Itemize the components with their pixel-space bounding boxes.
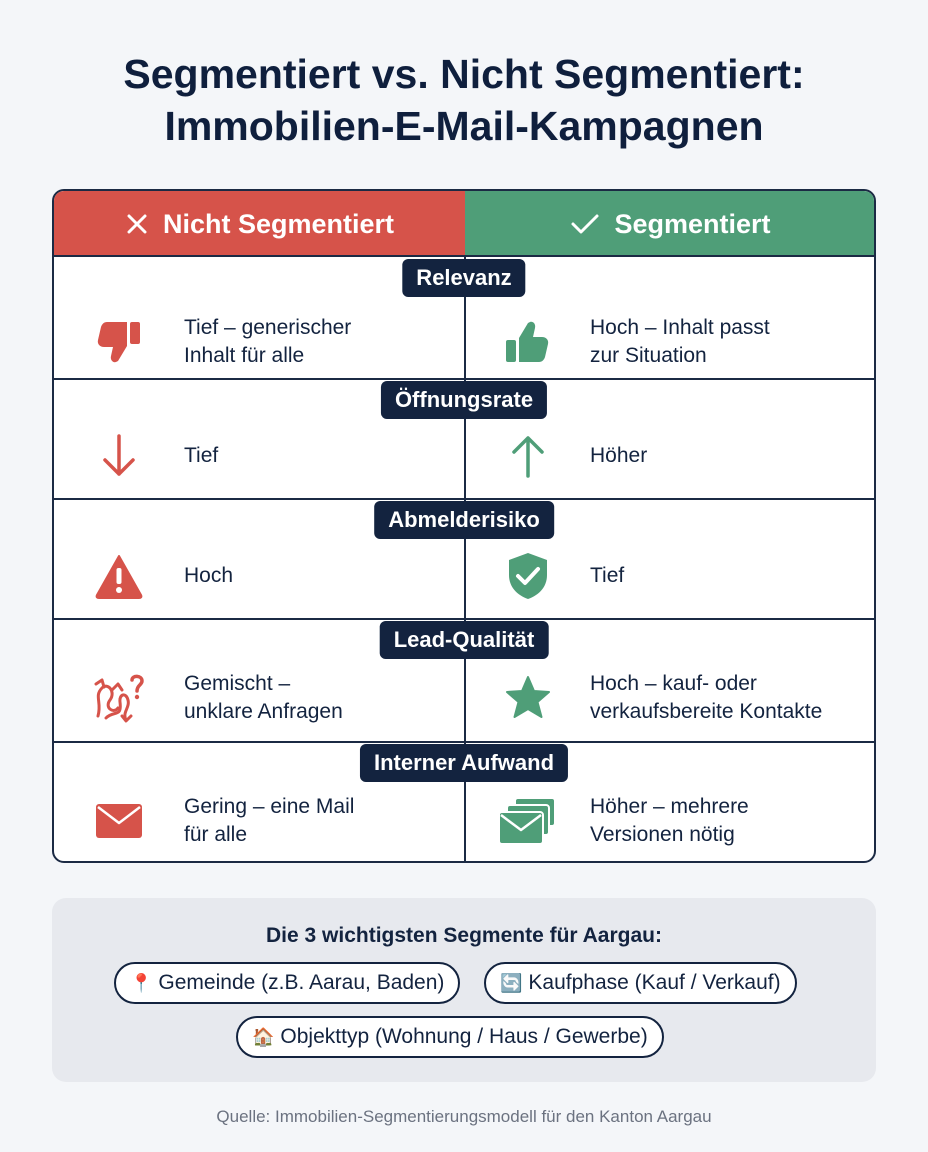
row-abmelderisiko-right-line1: Tief xyxy=(590,564,625,587)
row-abmelderisiko-left-line1: Hoch xyxy=(184,564,234,587)
header-not-segmented xyxy=(54,191,465,257)
title-line-2: Immobilien-E-Mail-Kampagnen xyxy=(164,103,764,149)
source-note: Quelle: Immobilien-Segmentierungsmodell für den Kanton Aargau xyxy=(216,1107,712,1126)
header-segmented xyxy=(465,191,876,257)
row-abmelderisiko-right xyxy=(466,528,876,624)
check-icon xyxy=(570,212,600,236)
warning-icon xyxy=(94,553,144,599)
row-lead-qualitaet-right xyxy=(466,650,876,746)
header-not-segmented-label: Nicht Segmentiert xyxy=(162,208,395,239)
page-title xyxy=(0,48,928,152)
shield-check-icon xyxy=(506,551,550,601)
segment-tag-kaufphase xyxy=(484,962,797,1004)
row-abmelderisiko-left xyxy=(54,528,464,624)
row-oeffnungsrate-left-line1: Tief xyxy=(184,444,219,467)
cycle-icon: 🔄 xyxy=(500,973,523,993)
arrow-down-icon xyxy=(101,432,137,480)
segment-tag-objekttyp xyxy=(236,1016,664,1058)
tangled-question-icon xyxy=(92,672,146,724)
envelope-icon xyxy=(94,802,144,840)
segments-box xyxy=(52,898,876,1082)
row-lead-qualitaet-right-line2: verkaufsbereite Kontakte xyxy=(590,700,823,723)
segment-tag-label: Objekttyp (Wohnung / Haus / Gewerbe) xyxy=(280,1025,648,1048)
house-icon: 🏠 xyxy=(252,1027,275,1047)
row-lead-qualitaet-left-line1: Gemischt – xyxy=(184,672,291,695)
thumbs-up-icon xyxy=(503,318,553,366)
row-lead-qualitaet-right-line1: Hoch – kauf- oder xyxy=(590,672,757,695)
row-divider xyxy=(54,378,874,380)
arrow-up-icon xyxy=(510,432,546,480)
category-lead-qualitaet: Lead-Qualität xyxy=(380,621,549,659)
category-relevanz: Relevanz xyxy=(402,259,525,297)
cross-icon xyxy=(125,212,149,236)
row-interner-aufwand-left-line1: Gering – eine Mail xyxy=(184,795,355,818)
row-oeffnungsrate-right xyxy=(466,408,876,504)
row-relevanz-left xyxy=(54,294,464,390)
segment-tag-gemeinde xyxy=(114,962,460,1004)
row-oeffnungsrate-right-line1: Höher xyxy=(590,444,648,467)
pin-icon: 📍 xyxy=(130,973,153,993)
category-oeffnungsrate: Öffnungsrate xyxy=(381,381,547,419)
multiple-envelopes-icon xyxy=(497,796,559,846)
row-interner-aufwand-left xyxy=(54,773,464,863)
row-divider xyxy=(54,498,874,500)
row-interner-aufwand-left-line2: für alle xyxy=(184,823,248,846)
row-relevanz-left-line1: Tief – generischer xyxy=(184,316,352,339)
category-interner-aufwand: Interner Aufwand xyxy=(360,744,568,782)
row-relevanz-right-line2: zur Situation xyxy=(590,344,707,367)
segments-title: Die 3 wichtigsten Segmente für Aargau: xyxy=(266,924,662,947)
comparison-table xyxy=(52,189,876,863)
title-line-1: Segmentiert vs. Nicht Segmentiert: xyxy=(123,51,805,97)
row-lead-qualitaet-left xyxy=(54,650,464,746)
star-icon xyxy=(503,674,553,722)
thumbs-down-icon xyxy=(95,318,143,366)
segment-tag-label: Gemeinde (z.B. Aarau, Baden) xyxy=(158,971,445,994)
category-abmelderisiko: Abmelderisiko xyxy=(374,501,554,539)
row-interner-aufwand-right-line2: Versionen nötig xyxy=(590,823,735,846)
header-segmented-label: Segmentiert xyxy=(614,208,771,239)
row-divider xyxy=(54,741,874,743)
row-relevanz-right-line1: Hoch – Inhalt passt xyxy=(590,316,770,339)
row-lead-qualitaet-left-line2: unklare Anfragen xyxy=(184,700,343,723)
segment-tag-label: Kaufphase (Kauf / Verkauf) xyxy=(528,971,781,994)
row-relevanz-right xyxy=(466,294,876,390)
row-interner-aufwand-right xyxy=(466,773,876,863)
row-relevanz-left-line2: Inhalt für alle xyxy=(184,344,305,367)
row-divider xyxy=(54,618,874,620)
row-oeffnungsrate-left xyxy=(54,408,464,504)
row-interner-aufwand-right-line1: Höher – mehrere xyxy=(590,795,749,818)
